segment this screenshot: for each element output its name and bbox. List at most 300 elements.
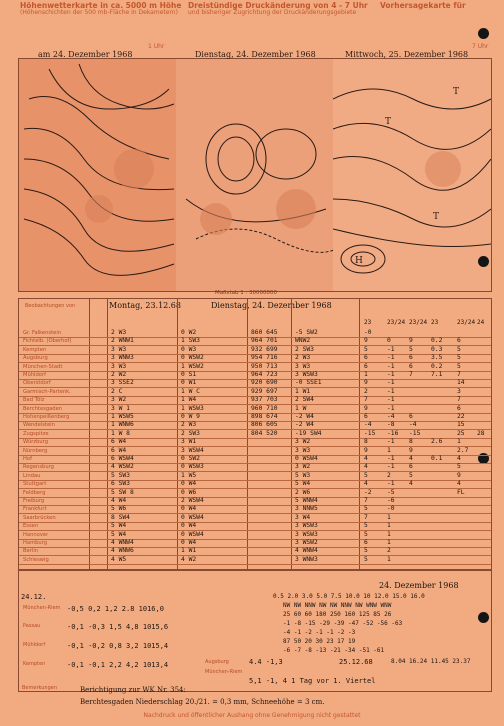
table-cell: 6 bbox=[409, 362, 413, 370]
table-cell: 7.1 bbox=[431, 371, 443, 378]
station-name: Schleswig bbox=[23, 556, 49, 563]
table-cell: -19 SW4 bbox=[295, 429, 322, 437]
mid-map-subtitle: und bisheriger Zugrichtung der Druckänderungsgebiete bbox=[188, 9, 357, 16]
table-cell: 4 WSW2 bbox=[111, 463, 134, 471]
table-cell: 7 bbox=[457, 371, 461, 378]
table-cell: -1 bbox=[387, 463, 395, 471]
table-cell: 5 WNW4 bbox=[295, 497, 318, 504]
table-cell: 920 690 bbox=[251, 379, 278, 387]
row-rule bbox=[19, 505, 491, 506]
table-cell: 1 W1 bbox=[181, 547, 197, 555]
sun-moon-times: 8.04 16.24 11.45 23.37 bbox=[391, 658, 471, 665]
table-cell: 4 W5 bbox=[111, 555, 127, 563]
right-map-date: Mittwoch, 25. Dezember 1968 bbox=[345, 50, 469, 59]
table-cell: 2 bbox=[364, 387, 368, 395]
table-cell: 6 WSW4 bbox=[111, 455, 134, 462]
bottom-values: -0,1 -0,3 1,5 4,8 1015,6 bbox=[67, 623, 169, 631]
row-rule bbox=[19, 530, 491, 531]
day-prev-label: Montag, 23.12.68 bbox=[109, 301, 181, 310]
table-cell: 1 bbox=[387, 539, 391, 546]
station-name: Hohenpeißenberg bbox=[23, 414, 70, 420]
table-cell: 6 bbox=[409, 413, 413, 420]
upper-air-contours bbox=[19, 59, 176, 291]
augsburg-label: Augsburg bbox=[205, 659, 229, 665]
svg-text:H: H bbox=[355, 256, 363, 266]
table-cell: 0 S1 bbox=[181, 371, 197, 378]
table-cell: 5 bbox=[364, 547, 368, 555]
table-cell: 5 bbox=[364, 505, 368, 513]
left-map-header bbox=[20, 2, 181, 16]
table-cell: 0 bbox=[387, 337, 391, 345]
sounding-hours: 0.5 2.0 3.0 5.0 7.5 10.0 10 12.0 15.0 16.0 bbox=[273, 593, 425, 600]
table-cell: -4 bbox=[364, 421, 372, 429]
right-col-header: 23 bbox=[364, 319, 372, 326]
station-name: Stuttgart bbox=[23, 481, 47, 488]
bottom-values: -0,5 0,2 1,2 2.8 1016,0 bbox=[67, 605, 164, 613]
pressure-change-map bbox=[176, 59, 334, 291]
footer-notice: Nachdruck und öffentlicher Aushang ohne Genehmigung nicht gestattet bbox=[143, 712, 361, 719]
table-cell: 9 bbox=[409, 337, 413, 345]
row-rule bbox=[19, 480, 491, 481]
right-col-header: 24 bbox=[477, 319, 485, 326]
table-cell: 1 W4 bbox=[181, 396, 197, 404]
row-rule bbox=[19, 455, 491, 456]
table-cell: 932 699 bbox=[251, 345, 278, 353]
column-rule bbox=[107, 299, 108, 569]
left-map-time: 1 Uhr bbox=[148, 43, 165, 50]
table-cell: 9 bbox=[457, 471, 461, 479]
table-cell: -2 bbox=[364, 488, 372, 496]
table-cell: 1 bbox=[387, 530, 391, 538]
table-cell: 2.7 bbox=[457, 446, 469, 454]
sounding-row: 87 50 20 30 23 17 19 bbox=[283, 638, 356, 645]
table-cell: 3 W3 bbox=[111, 362, 127, 370]
station-name: Hannover bbox=[23, 531, 49, 538]
mid-map-header bbox=[188, 2, 368, 16]
sounding-row: -1 -8 -15 -29 -39 -47 -52 -56 -63 bbox=[283, 620, 403, 627]
table-cell: 2 W3 bbox=[111, 329, 127, 336]
table-cell: 1 W 8 bbox=[111, 429, 130, 437]
table-cell: 28 bbox=[477, 429, 485, 437]
table-cell: 0 W4 bbox=[181, 522, 197, 530]
table-cell: 806 605 bbox=[251, 421, 278, 429]
mid-map-title: Dreistündige Druckänderung von 4 - 7 Uhr bbox=[188, 1, 368, 10]
table-cell: 0 WSW2 bbox=[181, 354, 204, 362]
table-cell: 4 WNW6 bbox=[111, 547, 134, 555]
table-cell: 3 W2 bbox=[295, 438, 311, 446]
table-cell: 1 bbox=[387, 522, 391, 530]
column-rule bbox=[89, 299, 90, 569]
station-name: Regensburg bbox=[23, 464, 54, 471]
map-scale: Maßstab 1 : 30000000 bbox=[215, 290, 278, 296]
table-cell: 6 bbox=[364, 539, 368, 546]
right-col-header: 23/24 bbox=[409, 319, 428, 326]
table-cell: 5 bbox=[409, 345, 413, 353]
table-cell: 5 bbox=[409, 471, 413, 479]
station-name: Kempten bbox=[23, 346, 47, 353]
right-map-time: 7 Uhr bbox=[472, 43, 489, 50]
table-cell: 1 bbox=[387, 446, 391, 454]
table-cell: 5 bbox=[364, 345, 368, 353]
table-cell: 22 bbox=[457, 413, 465, 420]
svg-text:T: T bbox=[385, 117, 392, 127]
table-cell: -2 W4 bbox=[295, 413, 314, 420]
table-cell: 3 W1 bbox=[181, 438, 197, 446]
station-name: Mühldorf bbox=[23, 372, 46, 378]
table-cell: -0 bbox=[364, 329, 372, 336]
bottom-station: Passau bbox=[23, 623, 41, 629]
bottom-values: -0,1 -0,1 2,2 4,2 1013,4 bbox=[67, 661, 169, 669]
table-cell: 2 WSW4 bbox=[181, 497, 204, 504]
table-cell: 6 bbox=[457, 404, 461, 412]
day-cur-label: Dienstag, 24. Dezember 1968 bbox=[211, 301, 332, 310]
table-cell: 0.1 bbox=[431, 455, 443, 462]
station-name: Augsburg bbox=[23, 355, 48, 362]
punch-hole bbox=[478, 28, 489, 39]
table-cell: 5 W4 bbox=[111, 530, 127, 538]
table-cell: 4 bbox=[409, 455, 413, 462]
table-cell: 6 bbox=[409, 354, 413, 362]
table-cell: 3 W4 bbox=[295, 513, 311, 521]
table-cell: 6 SW3 bbox=[111, 480, 130, 488]
table-cell: 4 bbox=[364, 480, 368, 488]
table-cell: 960 710 bbox=[251, 404, 278, 412]
table-cell: 5 bbox=[364, 522, 368, 530]
table-cell: 5 bbox=[457, 345, 461, 353]
table-cell: 5 W4 bbox=[111, 522, 127, 530]
table-cell: 0 W4 bbox=[181, 505, 197, 513]
bottom-station: Kempten bbox=[23, 661, 46, 667]
svg-text:T: T bbox=[433, 212, 440, 222]
table-cell: -0 bbox=[387, 505, 395, 513]
table-cell: 5 bbox=[457, 354, 461, 362]
right-col-header: 23/24 bbox=[457, 319, 476, 326]
table-cell: 937 703 bbox=[251, 396, 278, 404]
table-cell: -1 bbox=[387, 387, 395, 395]
table-cell: 6 W4 bbox=[111, 446, 127, 454]
table-cell: 5 W4 bbox=[295, 480, 311, 488]
table-cell: 860 645 bbox=[251, 329, 278, 336]
table-cell: 7 bbox=[457, 396, 461, 404]
table-cell: 1 bbox=[387, 513, 391, 521]
table-cell: 964 701 bbox=[251, 337, 278, 345]
bottom-panel bbox=[18, 570, 492, 692]
row-rule bbox=[19, 539, 491, 540]
bottom-station: Mühldorf bbox=[23, 642, 46, 648]
left-map-subtitle: (Höhenschichten der 500 mb-Fläche in Dekametern) bbox=[20, 9, 178, 16]
table-cell: 8 SW4 bbox=[111, 513, 130, 521]
row-rule bbox=[19, 463, 491, 464]
table-cell: 9 bbox=[364, 446, 368, 454]
table-cell: 6 bbox=[457, 337, 461, 345]
table-cell: 0 WSW4 bbox=[295, 455, 318, 462]
table-cell: 0 W 9 bbox=[181, 413, 200, 420]
table-cell: 0 W4 bbox=[181, 539, 197, 546]
table-cell: 0 W4 bbox=[181, 480, 197, 488]
table-cell: 950 713 bbox=[251, 362, 278, 370]
table-cell: 1 W C bbox=[181, 387, 200, 395]
table-cell: WNW2 bbox=[295, 337, 311, 345]
table-cell: 5 bbox=[457, 362, 461, 370]
right-map-header bbox=[380, 2, 466, 9]
remarks-label: Bemerkungen bbox=[22, 685, 58, 691]
table-cell: -6 bbox=[387, 497, 395, 504]
table-cell: -1 bbox=[387, 354, 395, 362]
table-cell: 1 WSW3 bbox=[181, 404, 204, 412]
table-cell: -2 W4 bbox=[295, 421, 314, 429]
table-cell: 3 WSW4 bbox=[181, 446, 204, 454]
row-rule bbox=[19, 438, 491, 439]
table-cell: 14 bbox=[457, 379, 465, 387]
left-map-date bbox=[38, 50, 132, 59]
row-rule bbox=[19, 522, 491, 523]
table-cell: 9 bbox=[364, 379, 368, 387]
table-cell: 2 bbox=[387, 547, 391, 555]
table-cell: 3 W 1 bbox=[111, 404, 130, 412]
table-cell: 2 SW3 bbox=[295, 345, 314, 353]
punch-hole bbox=[478, 256, 489, 267]
table-cell: FL bbox=[457, 488, 465, 496]
left-map-title: Höhenwetterkarte in ca. 5000 m Höhe bbox=[20, 1, 182, 10]
table-cell: 3 W2 bbox=[111, 396, 127, 404]
row-rule bbox=[19, 497, 491, 498]
table-cell: 0 W2 bbox=[181, 329, 197, 336]
table-cell: 6 bbox=[364, 354, 368, 362]
table-cell: 4 bbox=[409, 480, 413, 488]
table-cell: 4 WNW4 bbox=[295, 547, 318, 555]
table-cell: 2 SW4 bbox=[295, 396, 314, 404]
row-rule bbox=[19, 488, 491, 489]
table-cell: -1 bbox=[387, 371, 395, 378]
table-cell: 0 SW2 bbox=[181, 455, 200, 462]
table-cell: 6 bbox=[364, 362, 368, 370]
table-cell: -1 bbox=[387, 438, 395, 446]
table-cell: 2 C bbox=[111, 387, 123, 395]
table-cell: 804 520 bbox=[251, 429, 278, 437]
table-cell: 2 W2 bbox=[111, 371, 127, 378]
table-cell: 7 bbox=[364, 497, 368, 504]
forecast-isobars bbox=[333, 59, 491, 291]
table-cell: 4 bbox=[364, 463, 368, 471]
table-cell: 4 bbox=[457, 455, 461, 462]
table-cell: 1 bbox=[364, 371, 368, 378]
table-cell: 3 W3 bbox=[295, 446, 311, 454]
table-cell: 3 W2 bbox=[295, 463, 311, 471]
station-name: Hamburg bbox=[23, 540, 48, 546]
table-cell: 0.2 bbox=[431, 337, 443, 345]
station-name: Bad Tölz bbox=[23, 397, 45, 404]
table-cell: 0.2 bbox=[431, 362, 443, 370]
bottom-date-mid: 25.12.68 bbox=[339, 658, 373, 666]
table-cell: -1 bbox=[387, 396, 395, 404]
table-cell: 9 bbox=[364, 337, 368, 345]
table-cell: 898 674 bbox=[251, 413, 278, 420]
pressure-change-contours bbox=[176, 59, 333, 291]
table-cell: 3 WNW3 bbox=[111, 354, 134, 362]
table-cell: 1 WNW6 bbox=[111, 421, 134, 429]
column-rule bbox=[247, 299, 248, 569]
table-cell: -4 bbox=[387, 413, 395, 420]
table-cell: -1 bbox=[387, 480, 395, 488]
station-name: Lindau bbox=[23, 472, 41, 479]
table-cell: 3 NNW5 bbox=[295, 505, 318, 513]
row-rule bbox=[19, 564, 491, 565]
station-name: Feldberg bbox=[23, 489, 46, 496]
left-map-date-text: 24. Dezember 1968 bbox=[52, 50, 133, 59]
table-cell: 6 W4 bbox=[111, 438, 127, 446]
station-name: Garmisch-Partenk. bbox=[23, 388, 71, 395]
observation-table bbox=[18, 298, 492, 570]
station-name: München-Stadt bbox=[23, 363, 63, 370]
table-cell: 8 bbox=[409, 438, 413, 446]
bottom-date-right: 24. Dezember 1968 bbox=[379, 581, 459, 590]
table-cell: 3 bbox=[457, 387, 461, 395]
table-cell: 1 W bbox=[295, 404, 307, 412]
table-cell: 2 SW3 bbox=[181, 429, 200, 437]
table-cell: -1 bbox=[387, 404, 395, 412]
station-name: Berchtesgaden bbox=[23, 405, 63, 412]
table-cell: -15 bbox=[409, 429, 421, 437]
station-name: Saarbrücken bbox=[23, 514, 56, 521]
table-cell: 0 W6 bbox=[181, 488, 197, 496]
table-cell: 5 W3 bbox=[295, 471, 311, 479]
right-col-header: 23/24 bbox=[387, 319, 406, 326]
table-cell: 4 bbox=[457, 480, 461, 488]
row-rule bbox=[19, 555, 491, 556]
station-name: Nürnberg bbox=[23, 447, 48, 454]
bottom-station: München-Riem bbox=[23, 605, 61, 611]
table-cell: -0 SSE1 bbox=[295, 379, 322, 387]
bottom-date-left: 24.12. bbox=[21, 593, 47, 601]
remark-line: Berichtigung zur WK Nr. 354: bbox=[80, 686, 186, 694]
sounding-row: 25 60 60 180 250 160 125 85 26 bbox=[283, 611, 392, 618]
table-cell: 1 W5 bbox=[181, 471, 197, 479]
row-rule bbox=[19, 547, 491, 548]
bottom-values: -0,1 -0,2 0,8 3,2 1015,4 bbox=[67, 642, 169, 650]
table-cell: 964 723 bbox=[251, 371, 278, 378]
table-cell: 5 SW3 bbox=[111, 471, 130, 479]
munich-values: 5,1 -1, 4 1 Tag vor 1. Viertel bbox=[249, 677, 376, 685]
table-cell: 3 SSE2 bbox=[111, 379, 134, 387]
table-cell: 7 bbox=[364, 396, 368, 404]
table-cell: 1 WSW5 bbox=[111, 413, 134, 420]
station-name: Zugspitze bbox=[23, 430, 49, 437]
station-name: Berlin bbox=[23, 548, 39, 555]
right-col-header: 23 bbox=[431, 319, 439, 326]
table-cell: 1 WSW2 bbox=[181, 362, 204, 370]
obs-label: Beobachtungen von bbox=[25, 303, 76, 309]
augsburg-values: 4.4 -1,3 bbox=[249, 658, 283, 666]
station-name: Oberstdorf bbox=[23, 380, 51, 387]
table-cell: 2 W3 bbox=[181, 421, 197, 429]
sounding-row: -6 -7 -8 -13 -21 -34 -51 -61 bbox=[283, 647, 385, 654]
table-cell: 3 WSW2 bbox=[295, 539, 318, 546]
table-cell: 9 bbox=[364, 404, 368, 412]
munich-label: München-Riem bbox=[205, 669, 243, 675]
table-cell: 9 bbox=[409, 446, 413, 454]
row-rule bbox=[19, 513, 491, 514]
station-name: Essen bbox=[23, 523, 39, 530]
row-rule bbox=[19, 446, 491, 447]
table-cell: -5 SW2 bbox=[295, 329, 318, 336]
remark-line: Berchtesgaden Niederschlag 20./21. = 0,3 mm, Schneehöhe = 3 cm. bbox=[80, 698, 325, 706]
map-strip bbox=[18, 58, 492, 292]
station-name: Wendelstein bbox=[23, 422, 55, 429]
svg-text:T: T bbox=[453, 87, 460, 97]
table-cell: -4 bbox=[409, 421, 417, 429]
table-cell: 4 W4 bbox=[111, 497, 127, 504]
table-cell: 3.5 bbox=[431, 354, 443, 362]
forecast-map bbox=[333, 59, 491, 291]
table-cell: 2 W6 bbox=[295, 488, 311, 496]
station-name: Freiburg bbox=[23, 498, 45, 504]
table-cell: 15 bbox=[457, 421, 465, 429]
station-name: Fichtelb. (Oberhof) bbox=[23, 338, 72, 345]
table-cell: -1 bbox=[387, 379, 395, 387]
table-cell: 25 bbox=[457, 429, 465, 437]
station-name: Hof bbox=[23, 456, 32, 462]
table-cell: -5 bbox=[387, 488, 395, 496]
table-cell: 0 W1 bbox=[181, 379, 197, 387]
table-cell: 5 bbox=[364, 471, 368, 479]
column-rule bbox=[359, 299, 360, 569]
table-cell: 0 WSW4 bbox=[181, 530, 204, 538]
sounding-row: -4 -1 -2 -1 -1 -2 -3 bbox=[283, 629, 356, 636]
table-cell: 8 bbox=[364, 438, 368, 446]
table-cell: 2 bbox=[387, 471, 391, 479]
table-cell: 0 WSW4 bbox=[181, 513, 204, 521]
station-name: Würzburg bbox=[23, 439, 49, 446]
table-cell: 4 WNW4 bbox=[111, 539, 134, 546]
table-cell: -15 bbox=[364, 429, 376, 437]
table-cell: -16 bbox=[387, 429, 399, 437]
table-cell: 2 W3 bbox=[295, 354, 311, 362]
table-cell: 5 SW 8 bbox=[111, 488, 134, 496]
table-cell: -1 bbox=[387, 362, 395, 370]
table-cell: 1 W1 bbox=[295, 387, 311, 395]
table-cell: 0.3 bbox=[431, 345, 443, 353]
table-cell: 0 W3 bbox=[181, 345, 197, 353]
table-cell: 4 W2 bbox=[181, 555, 197, 563]
table-cell: 3 WSW3 bbox=[295, 530, 318, 538]
table-cell: 3 WNW3 bbox=[295, 555, 318, 563]
table-cell: 5 bbox=[457, 463, 461, 471]
upper-air-map bbox=[19, 59, 177, 291]
table-cell: -1 bbox=[387, 345, 395, 353]
table-cell: 3 W3 bbox=[295, 362, 311, 370]
table-cell: 1 SW3 bbox=[181, 337, 200, 345]
table-cell: -1 bbox=[387, 455, 395, 462]
column-rule bbox=[291, 299, 292, 569]
table-cell: 5 W6 bbox=[111, 505, 127, 513]
row-rule bbox=[19, 471, 491, 472]
station-name: Gr. Falkenstein bbox=[23, 330, 62, 336]
left-map-date-prefix: am bbox=[38, 50, 51, 59]
table-cell: 954 716 bbox=[251, 354, 278, 362]
sounding-row: NW NW NNW NW NW NNW NW WNW WNW bbox=[283, 602, 392, 609]
table-cell: 1 bbox=[387, 555, 391, 563]
table-cell: 7 bbox=[364, 513, 368, 521]
table-cell: 929 697 bbox=[251, 387, 278, 395]
table-cell: 3 W3 bbox=[111, 345, 127, 353]
table-cell: -8 bbox=[387, 421, 395, 429]
table-cell: 2 WNW1 bbox=[111, 337, 134, 345]
table-cell: 3 WSW3 bbox=[295, 522, 318, 530]
mid-map-date: Dienstag, 24. Dezember 1968 bbox=[195, 50, 316, 59]
table-cell: 6 bbox=[364, 413, 368, 420]
table-cell: 3 WSW3 bbox=[295, 371, 318, 378]
table-cell: 7 bbox=[409, 371, 413, 378]
